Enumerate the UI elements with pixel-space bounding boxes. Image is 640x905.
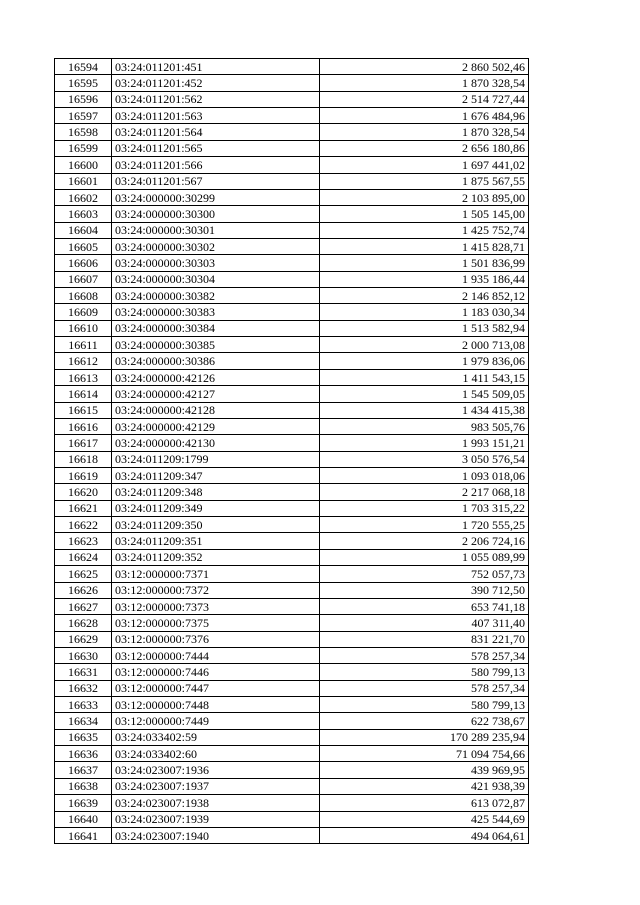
cadastral-number-cell: 03:24:000000:30383	[112, 304, 320, 320]
row-number-cell: 16594	[55, 59, 112, 75]
table-row	[55, 435, 529, 451]
cadastral-number-cell: 03:24:011209:351	[112, 533, 320, 549]
row-number-cell: 16614	[55, 386, 112, 402]
cadastral-value-cell: 1 870 328,54	[320, 124, 529, 140]
cadastral-number-cell: 03:24:000000:42127	[112, 386, 320, 402]
row-number-cell: 16624	[55, 549, 112, 565]
table-row	[55, 582, 529, 598]
cadastral-number-cell: 03:24:011201:567	[112, 173, 320, 189]
cadastral-value-cell: 613 072,87	[320, 795, 529, 811]
table-row	[55, 746, 529, 762]
cadastral-number-cell: 03:12:000000:7449	[112, 713, 320, 729]
table-row	[55, 762, 529, 778]
row-number-cell: 16641	[55, 827, 112, 843]
cadastral-number-cell: 03:24:023007:1938	[112, 795, 320, 811]
row-number-cell: 16610	[55, 320, 112, 336]
cadastral-number-cell: 03:24:011209:347	[112, 467, 320, 483]
cadastral-value-cell: 421 938,39	[320, 778, 529, 794]
table-row	[55, 713, 529, 729]
cadastral-value-cell: 1 425 752,74	[320, 222, 529, 238]
cadastral-value-cell: 1 676 484,96	[320, 108, 529, 124]
table-row	[55, 173, 529, 189]
cadastral-value-table	[54, 58, 529, 844]
cadastral-number-cell: 03:24:000000:42128	[112, 402, 320, 418]
table-row	[55, 664, 529, 680]
row-number-cell: 16606	[55, 255, 112, 271]
cadastral-number-cell: 03:24:011209:1799	[112, 451, 320, 467]
row-number-cell: 16621	[55, 500, 112, 516]
table-body	[55, 59, 529, 844]
cadastral-number-cell: 03:24:033402:60	[112, 746, 320, 762]
cadastral-value-cell: 71 094 754,66	[320, 746, 529, 762]
row-number-cell: 16636	[55, 746, 112, 762]
cadastral-number-cell: 03:12:000000:7373	[112, 598, 320, 614]
cadastral-number-cell: 03:24:011201:566	[112, 157, 320, 173]
cadastral-value-cell: 1 979 836,06	[320, 353, 529, 369]
cadastral-value-cell: 1 411 543,15	[320, 369, 529, 385]
table-row	[55, 729, 529, 745]
cadastral-value-cell: 2 146 852,12	[320, 288, 529, 304]
cadastral-value-cell: 2 514 727,44	[320, 91, 529, 107]
row-number-cell: 16625	[55, 566, 112, 582]
cadastral-number-cell: 03:24:011209:349	[112, 500, 320, 516]
row-number-cell: 16630	[55, 647, 112, 663]
cadastral-number-cell: 03:24:000000:30300	[112, 206, 320, 222]
row-number-cell: 16631	[55, 664, 112, 680]
cadastral-value-cell: 1 501 836,99	[320, 255, 529, 271]
cadastral-number-cell: 03:24:000000:30303	[112, 255, 320, 271]
cadastral-number-cell: 03:24:000000:30386	[112, 353, 320, 369]
cadastral-value-cell: 580 799,13	[320, 664, 529, 680]
row-number-cell: 16605	[55, 238, 112, 254]
table-row	[55, 238, 529, 254]
row-number-cell: 16637	[55, 762, 112, 778]
table-row	[55, 108, 529, 124]
table-row	[55, 418, 529, 434]
cadastral-value-cell: 2 217 068,18	[320, 484, 529, 500]
cadastral-value-cell: 1 875 567,55	[320, 173, 529, 189]
cadastral-number-cell: 03:24:000000:30385	[112, 337, 320, 353]
row-number-cell: 16638	[55, 778, 112, 794]
row-number-cell: 16598	[55, 124, 112, 140]
cadastral-value-cell: 439 969,95	[320, 762, 529, 778]
table-row	[55, 91, 529, 107]
table-row	[55, 598, 529, 614]
cadastral-value-cell: 1 703 315,22	[320, 500, 529, 516]
table-row	[55, 255, 529, 271]
cadastral-value-cell: 2 000 713,08	[320, 337, 529, 353]
cadastral-value-cell: 1 093 018,06	[320, 467, 529, 483]
cadastral-value-cell: 2 103 895,00	[320, 189, 529, 205]
cadastral-number-cell: 03:24:011201:451	[112, 59, 320, 75]
cadastral-value-cell: 1 505 145,00	[320, 206, 529, 222]
cadastral-number-cell: 03:12:000000:7376	[112, 631, 320, 647]
table-row	[55, 271, 529, 287]
cadastral-value-cell: 390 712,50	[320, 582, 529, 598]
cadastral-number-cell: 03:24:000000:30304	[112, 271, 320, 287]
cadastral-number-cell: 03:12:000000:7371	[112, 566, 320, 582]
row-number-cell: 16623	[55, 533, 112, 549]
cadastral-value-cell: 578 257,34	[320, 647, 529, 663]
table-row	[55, 811, 529, 827]
table-row	[55, 549, 529, 565]
cadastral-number-cell: 03:24:023007:1939	[112, 811, 320, 827]
table-row	[55, 451, 529, 467]
table-row	[55, 517, 529, 533]
cadastral-value-cell: 831 221,70	[320, 631, 529, 647]
row-number-cell: 16619	[55, 467, 112, 483]
cadastral-value-cell: 407 311,40	[320, 615, 529, 631]
cadastral-number-cell: 03:24:023007:1936	[112, 762, 320, 778]
table-row	[55, 566, 529, 582]
cadastral-value-cell: 983 505,76	[320, 418, 529, 434]
cadastral-value-cell: 1 434 415,38	[320, 402, 529, 418]
row-number-cell: 16612	[55, 353, 112, 369]
row-number-cell: 16618	[55, 451, 112, 467]
row-number-cell: 16603	[55, 206, 112, 222]
table-row	[55, 827, 529, 843]
cadastral-value-cell: 494 064,61	[320, 827, 529, 843]
table-row	[55, 778, 529, 794]
cadastral-value-cell: 578 257,34	[320, 680, 529, 696]
row-number-cell: 16634	[55, 713, 112, 729]
row-number-cell: 16635	[55, 729, 112, 745]
cadastral-value-cell: 1 993 151,21	[320, 435, 529, 451]
row-number-cell: 16640	[55, 811, 112, 827]
cadastral-number-cell: 03:24:023007:1937	[112, 778, 320, 794]
table-row	[55, 124, 529, 140]
cadastral-number-cell: 03:24:000000:30301	[112, 222, 320, 238]
table-row	[55, 369, 529, 385]
table-row	[55, 320, 529, 336]
cadastral-number-cell: 03:24:011201:562	[112, 91, 320, 107]
cadastral-number-cell: 03:24:000000:42129	[112, 418, 320, 434]
cadastral-value-cell: 1 935 186,44	[320, 271, 529, 287]
cadastral-number-cell: 03:12:000000:7375	[112, 615, 320, 631]
cadastral-number-cell: 03:12:000000:7448	[112, 697, 320, 713]
row-number-cell: 16607	[55, 271, 112, 287]
row-number-cell: 16622	[55, 517, 112, 533]
row-number-cell: 16599	[55, 140, 112, 156]
cadastral-number-cell: 03:12:000000:7372	[112, 582, 320, 598]
cadastral-number-cell: 03:24:011209:348	[112, 484, 320, 500]
cadastral-number-cell: 03:24:011201:565	[112, 140, 320, 156]
cadastral-value-cell: 2 656 180,86	[320, 140, 529, 156]
cadastral-value-cell: 1 415 828,71	[320, 238, 529, 254]
table-row	[55, 795, 529, 811]
cadastral-number-cell: 03:24:000000:30299	[112, 189, 320, 205]
cadastral-number-cell: 03:24:011201:564	[112, 124, 320, 140]
row-number-cell: 16633	[55, 697, 112, 713]
row-number-cell: 16611	[55, 337, 112, 353]
cadastral-number-cell: 03:24:023007:1940	[112, 827, 320, 843]
table-row	[55, 615, 529, 631]
row-number-cell: 16595	[55, 75, 112, 91]
cadastral-value-cell: 653 741,18	[320, 598, 529, 614]
table-row	[55, 189, 529, 205]
table-row	[55, 533, 529, 549]
row-number-cell: 16627	[55, 598, 112, 614]
table-row	[55, 337, 529, 353]
row-number-cell: 16597	[55, 108, 112, 124]
table-row	[55, 75, 529, 91]
cadastral-value-cell: 170 289 235,94	[320, 729, 529, 745]
cadastral-value-cell: 1 720 555,25	[320, 517, 529, 533]
table-row	[55, 222, 529, 238]
cadastral-number-cell: 03:24:033402:59	[112, 729, 320, 745]
row-number-cell: 16628	[55, 615, 112, 631]
cadastral-value-cell: 1 545 509,05	[320, 386, 529, 402]
cadastral-value-cell: 2 860 502,46	[320, 59, 529, 75]
table-row	[55, 59, 529, 75]
cadastral-number-cell: 03:24:011201:452	[112, 75, 320, 91]
row-number-cell: 16617	[55, 435, 112, 451]
row-number-cell: 16601	[55, 173, 112, 189]
table-row	[55, 402, 529, 418]
cadastral-value-cell: 1 183 030,34	[320, 304, 529, 320]
table-row	[55, 353, 529, 369]
row-number-cell: 16626	[55, 582, 112, 598]
row-number-cell: 16600	[55, 157, 112, 173]
row-number-cell: 16632	[55, 680, 112, 696]
table-row	[55, 206, 529, 222]
table-row	[55, 500, 529, 516]
table-row	[55, 288, 529, 304]
cadastral-value-cell: 3 050 576,54	[320, 451, 529, 467]
table-row	[55, 697, 529, 713]
cadastral-number-cell: 03:12:000000:7447	[112, 680, 320, 696]
cadastral-value-cell: 622 738,67	[320, 713, 529, 729]
cadastral-number-cell: 03:24:000000:42126	[112, 369, 320, 385]
row-number-cell: 16615	[55, 402, 112, 418]
table-row	[55, 140, 529, 156]
table-row	[55, 647, 529, 663]
cadastral-number-cell: 03:24:000000:30382	[112, 288, 320, 304]
table-row	[55, 467, 529, 483]
row-number-cell: 16596	[55, 91, 112, 107]
table-row	[55, 157, 529, 173]
cadastral-number-cell: 03:24:000000:42130	[112, 435, 320, 451]
cadastral-number-cell: 03:24:011209:350	[112, 517, 320, 533]
cadastral-number-cell: 03:24:011201:563	[112, 108, 320, 124]
cadastral-value-cell: 1 870 328,54	[320, 75, 529, 91]
table-row	[55, 680, 529, 696]
cadastral-number-cell: 03:12:000000:7446	[112, 664, 320, 680]
table-row	[55, 484, 529, 500]
cadastral-value-cell: 1 513 582,94	[320, 320, 529, 336]
row-number-cell: 16629	[55, 631, 112, 647]
cadastral-number-cell: 03:24:011209:352	[112, 549, 320, 565]
row-number-cell: 16609	[55, 304, 112, 320]
cadastral-number-cell: 03:12:000000:7444	[112, 647, 320, 663]
table-row	[55, 631, 529, 647]
cadastral-value-cell: 2 206 724,16	[320, 533, 529, 549]
cadastral-value-cell: 580 799,13	[320, 697, 529, 713]
row-number-cell: 16608	[55, 288, 112, 304]
table-row	[55, 386, 529, 402]
row-number-cell: 16602	[55, 189, 112, 205]
row-number-cell: 16639	[55, 795, 112, 811]
cadastral-value-cell: 1 697 441,02	[320, 157, 529, 173]
row-number-cell: 16604	[55, 222, 112, 238]
cadastral-number-cell: 03:24:000000:30302	[112, 238, 320, 254]
row-number-cell: 16613	[55, 369, 112, 385]
cadastral-number-cell: 03:24:000000:30384	[112, 320, 320, 336]
table-row	[55, 304, 529, 320]
cadastral-value-cell: 752 057,73	[320, 566, 529, 582]
cadastral-value-cell: 425 544,69	[320, 811, 529, 827]
row-number-cell: 16620	[55, 484, 112, 500]
row-number-cell: 16616	[55, 418, 112, 434]
cadastral-value-cell: 1 055 089,99	[320, 549, 529, 565]
